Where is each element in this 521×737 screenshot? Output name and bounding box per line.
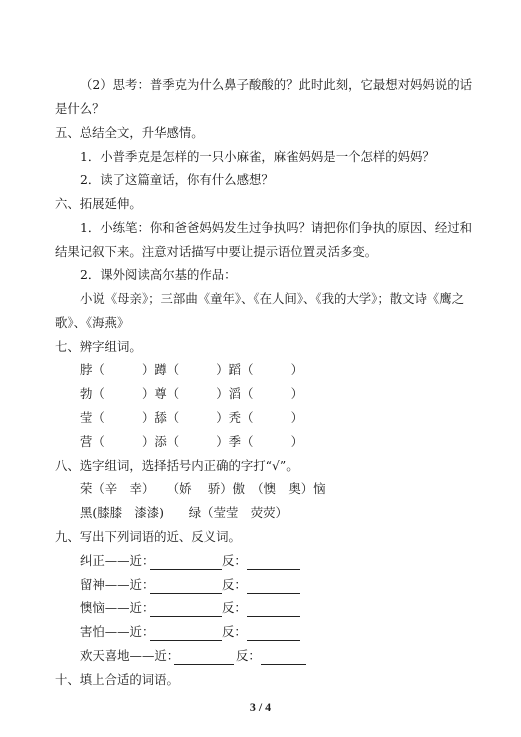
section-8-row-1: 荣（辛 幸） （娇 骄）傲 （懊 奥）恼: [80, 481, 326, 496]
antonym-answer-blank[interactable]: [247, 616, 300, 617]
vocab-row-word: 纠正——近：: [80, 553, 155, 568]
section-5-question-1: 1．小普季克是怎样的一只小麻雀，麻雀妈妈是一个怎样的妈妈？: [80, 149, 435, 164]
antonym-answer-blank[interactable]: [247, 640, 300, 641]
near-answer-blank[interactable]: [150, 593, 222, 594]
near-answer-blank[interactable]: [174, 664, 234, 665]
vocab-row-word: 欢天喜地——近：: [80, 648, 180, 663]
section-5-title: 五、总结全文，升华感情。: [55, 125, 204, 140]
section-7-row-3: 莹（ ）舔（ ）秃（ ）: [80, 410, 304, 425]
question-2-think-line-2: 是什么？: [55, 101, 105, 116]
near-answer-blank[interactable]: [150, 640, 222, 641]
section-5-question-2: 2．读了这篇童话，你有什么感想？: [80, 172, 274, 187]
section-8-title: 八、选字组词，选择括号内正确的字打“√”。: [55, 458, 299, 473]
section-6-question-2: 2．课外阅读高尔基的作品：: [80, 267, 237, 282]
antonym-answer-blank[interactable]: [247, 569, 300, 570]
section-7-title: 七、辨字组词。: [55, 339, 142, 354]
section-6-question-1-line-2: 结果记叙下来。注意对话描写中要让提示语位置灵活多变。: [55, 244, 378, 259]
vocab-row-word: 懊恼——近：: [80, 600, 155, 615]
section-6-title: 六、拓展延伸。: [55, 196, 142, 211]
antonym-answer-blank[interactable]: [261, 664, 306, 665]
section-6-books-line-1: 小说《母亲》；三部曲《童年》、《在人间》、《我的大学》；散文诗《鹰之: [80, 291, 465, 306]
near-answer-blank[interactable]: [150, 569, 222, 570]
vocab-row-antonym-label: 反：: [222, 577, 247, 592]
antonym-answer-blank[interactable]: [247, 593, 300, 594]
section-7-row-2: 勃（ ）尊（ ）滔（ ）: [80, 386, 304, 401]
page-number: 3 / 4: [249, 700, 272, 714]
vocab-row-antonym-label: 反：: [222, 600, 247, 615]
question-2-think-line-1: （2）思考：普季克为什么鼻子酸酸的？此时此刻，它最想对妈妈说的话: [80, 77, 472, 92]
section-6-question-1-line-1: 1．小练笔：你和爸爸妈妈发生过争执吗？请把你们争执的原因、经过和: [80, 220, 472, 235]
vocab-row-antonym-label: 反：: [222, 624, 247, 639]
section-7-row-1: 脖（ ）蹲（ ）蹈（ ）: [80, 362, 304, 377]
vocab-row-word: 害怕——近：: [80, 624, 155, 639]
vocab-row-word: 留神——近：: [80, 577, 155, 592]
vocab-row-antonym-label: 反：: [222, 553, 247, 568]
vocab-row-antonym-label: 反：: [236, 648, 261, 663]
section-6-books-line-2: 歌》、《海燕》: [55, 315, 130, 330]
section-7-row-4: 营（ ）添（ ）季（ ）: [80, 434, 304, 449]
section-10-title: 十、填上合适的词语。: [55, 672, 179, 687]
section-8-row-2: 黑(膝膝 漆漆) 绿（莹莹 荧荧）: [80, 505, 288, 520]
section-9-title: 九、写出下列词语的近、反义词。: [55, 529, 241, 544]
near-answer-blank[interactable]: [150, 616, 222, 617]
